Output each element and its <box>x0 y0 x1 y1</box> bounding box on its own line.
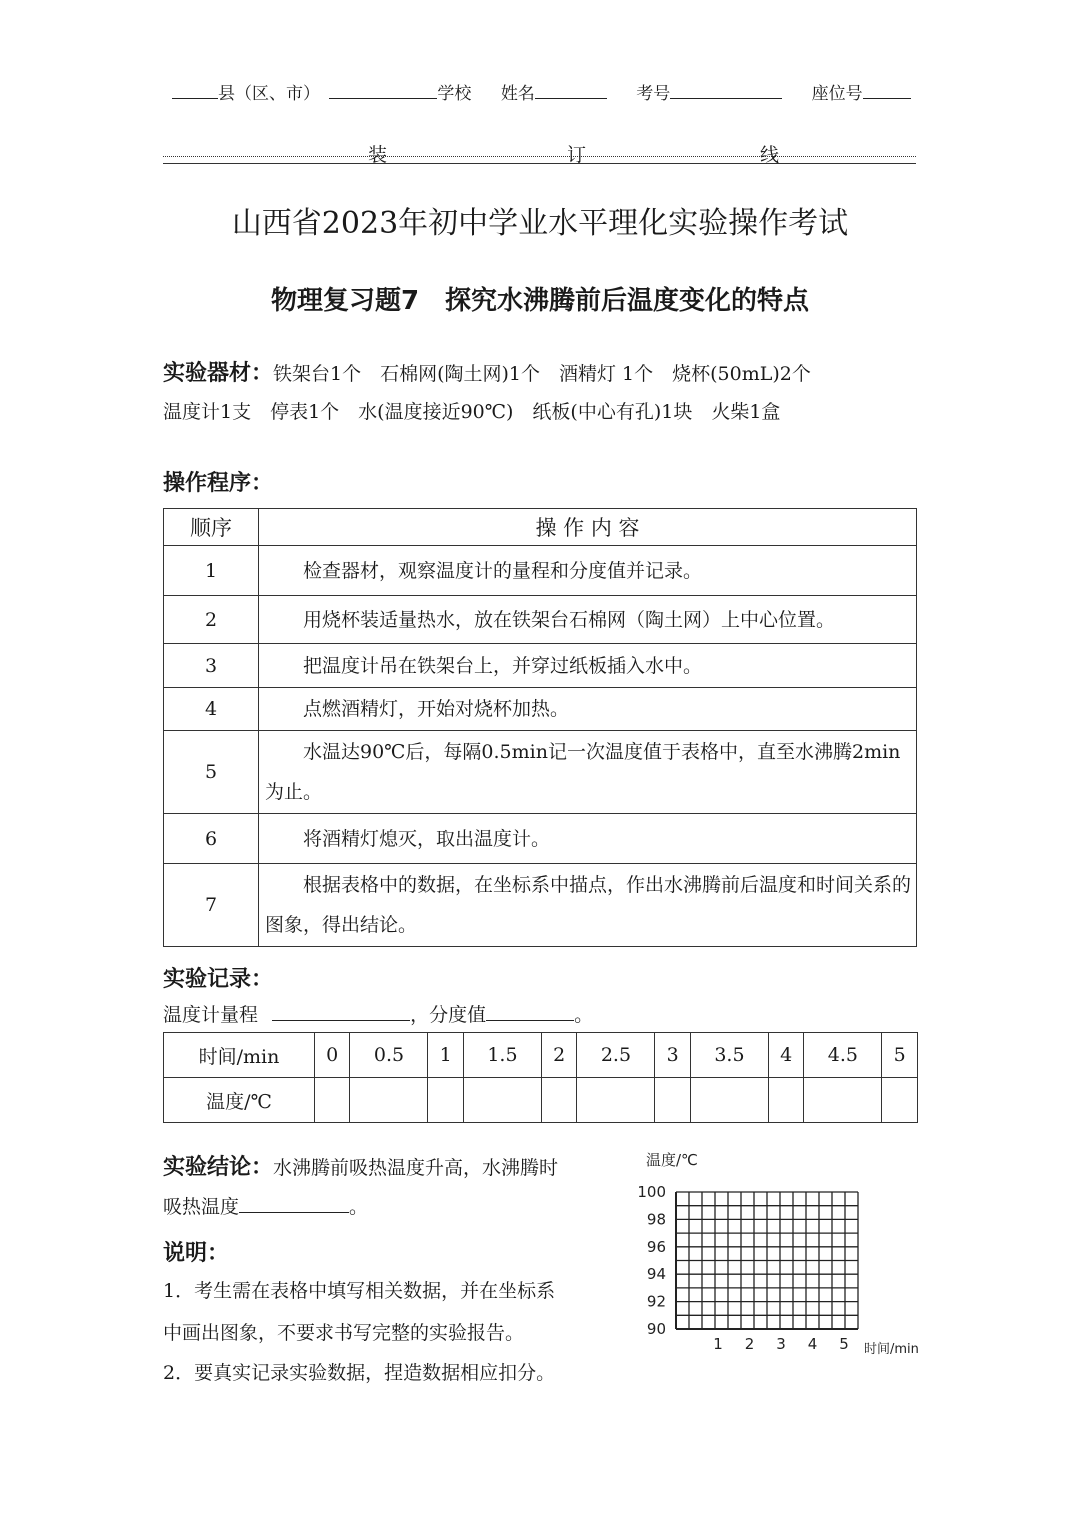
x-tick-label: 5 <box>839 1335 849 1353</box>
materials-line-1 <box>163 356 811 387</box>
y-tick-label: 94 <box>646 1265 666 1284</box>
procedure-header-row <box>164 509 917 546</box>
exam-no-blank[interactable] <box>670 78 782 99</box>
procedure-row <box>164 814 917 864</box>
time-cell: 1.5 <box>463 1033 541 1078</box>
y-tick-label: 92 <box>646 1292 666 1311</box>
y-tick-label: 98 <box>646 1210 666 1229</box>
record-period: 。 <box>574 1004 594 1026</box>
chart-xlabel: 时间/min <box>864 1342 919 1357</box>
time-row <box>164 1033 918 1078</box>
time-header: 时间/min <box>164 1033 315 1078</box>
step-number: 6 <box>164 814 259 864</box>
step-text: 根据表格中的数据，在坐标系中描点，作出水沸腾前后温度和时间关系的图象，得出结论。 <box>259 864 917 947</box>
header-fields <box>172 78 911 104</box>
step-number: 3 <box>164 644 259 688</box>
step-text: 把温度计吊在铁架台上，并穿过纸板插入水中。 <box>259 644 917 688</box>
school-blank[interactable] <box>329 78 437 99</box>
page-subtitle: 物理复习题7 探究水沸腾前后温度变化的特点 <box>270 286 810 316</box>
binding-word-3: 线 <box>760 144 780 166</box>
range-blank[interactable] <box>272 1000 410 1021</box>
procedure-row <box>164 596 917 644</box>
exam-no-label: 考号 <box>636 84 671 104</box>
record-label: 实验记录： <box>163 967 274 992</box>
conclusion-period: 。 <box>349 1196 369 1218</box>
x-tick-label: 4 <box>807 1335 818 1353</box>
time-cell: 4.5 <box>804 1033 882 1078</box>
temp-cell[interactable] <box>428 1078 463 1123</box>
seat-label: 座位号 <box>811 84 863 104</box>
step-number: 2 <box>164 596 259 644</box>
x-tick-label: 2 <box>744 1335 755 1353</box>
chart-grid <box>676 1192 858 1329</box>
page-title: 山西省2023年初中学业水平理化实验操作考试 <box>231 206 849 241</box>
step-number: 1 <box>164 546 259 596</box>
conclusion-blank[interactable] <box>239 1192 349 1213</box>
division-label: ，分度值 <box>410 1004 487 1026</box>
step-text: 检查器材，观察温度计的量程和分度值并记录。 <box>259 546 917 596</box>
chart-ylabel: 温度/℃ <box>646 1151 698 1169</box>
county-label: 县（区、市） <box>218 84 320 104</box>
range-label: 温度计量程 <box>163 1004 259 1026</box>
materials-text-1: 铁架台1个 石棉网(陶土网)1个 酒精灯 1个 烧杯(50mL)2个 <box>273 363 811 385</box>
temp-cell[interactable] <box>882 1078 918 1123</box>
conclusion-label: 实验结论： <box>163 1155 274 1180</box>
time-cell: 0.5 <box>350 1033 428 1078</box>
temp-row <box>164 1078 918 1123</box>
conclusion-text-1: 水沸腾前吸热温度升高，水沸腾时 <box>273 1157 559 1179</box>
procedure-row <box>164 546 917 596</box>
procedure-row <box>164 864 917 947</box>
note-2: 2．要真实记录实验数据，捏造数据相应扣分。 <box>163 1362 556 1384</box>
procedure-row <box>164 644 917 688</box>
temp-cell[interactable] <box>315 1078 350 1123</box>
school-label: 学校 <box>437 84 472 104</box>
notes-label: 说明： <box>163 1241 230 1266</box>
procedure-row <box>164 731 917 814</box>
procedure-row <box>164 688 917 731</box>
seat-blank[interactable] <box>863 78 911 99</box>
chart-y-ticks <box>637 1183 666 1338</box>
procedure-table <box>163 508 917 947</box>
y-tick-label: 90 <box>646 1320 666 1338</box>
temp-header: 温度/℃ <box>164 1078 315 1123</box>
time-cell: 3.5 <box>690 1033 768 1078</box>
step-number: 5 <box>164 731 259 814</box>
time-cell: 2.5 <box>577 1033 655 1078</box>
order-header: 顺序 <box>164 509 259 546</box>
time-cell: 1 <box>428 1033 463 1078</box>
conclusion-line-2 <box>163 1192 368 1219</box>
materials-text-2: 温度计1支 停表1个 水(温度接近90℃) 纸板(中心有孔)1块 火柴1盒 <box>163 401 781 423</box>
temp-cell[interactable] <box>577 1078 655 1123</box>
step-text: 点燃酒精灯，开始对烧杯加热。 <box>259 688 917 731</box>
temperature-time-chart[interactable] <box>630 1145 940 1365</box>
temp-cell[interactable] <box>768 1078 803 1123</box>
name-blank[interactable] <box>535 78 607 99</box>
chart-x-ticks <box>713 1335 849 1353</box>
content-header: 操 作 内 容 <box>259 509 917 546</box>
name-label: 姓名 <box>500 84 535 104</box>
binding-solid-line <box>163 163 916 164</box>
time-cell: 2 <box>541 1033 576 1078</box>
conclusion-text-2: 吸热温度 <box>163 1196 240 1218</box>
time-cell: 4 <box>768 1033 803 1078</box>
time-cell: 3 <box>655 1033 690 1078</box>
temp-cell[interactable] <box>690 1078 768 1123</box>
record-fields <box>163 1000 593 1027</box>
step-text: 用烧杯装适量热水，放在铁架台石棉网（陶土网）上中心位置。 <box>259 596 917 644</box>
note-1-line-1: 1．考生需在表格中填写相关数据，并在坐标系 <box>163 1280 556 1302</box>
record-table <box>163 1032 918 1123</box>
step-number: 4 <box>164 688 259 731</box>
y-tick-label: 100 <box>637 1183 666 1201</box>
time-cell: 0 <box>315 1033 350 1078</box>
x-tick-label: 1 <box>713 1335 723 1353</box>
binding-word-1: 装 <box>368 144 388 166</box>
conclusion-line-1 <box>163 1150 558 1181</box>
step-number: 7 <box>164 864 259 947</box>
division-blank[interactable] <box>486 1000 574 1021</box>
county-blank[interactable] <box>172 78 218 99</box>
binding-dotted-line <box>163 156 916 157</box>
binding-word-2: 订 <box>567 144 587 166</box>
temp-cell[interactable] <box>350 1078 428 1123</box>
y-tick-label: 96 <box>646 1237 666 1256</box>
temp-cell[interactable] <box>541 1078 576 1123</box>
step-text: 水温达90℃后，每隔0.5min记一次温度值于表格中，直至水沸腾2min为止。 <box>259 731 917 814</box>
temp-cell[interactable] <box>804 1078 882 1123</box>
step-text: 将酒精灯熄灭，取出温度计。 <box>259 814 917 864</box>
x-tick-label: 3 <box>776 1335 786 1353</box>
materials-label: 实验器材： <box>163 361 274 386</box>
procedure-label: 操作程序： <box>163 471 274 496</box>
note-1-line-2: 中画出图象，不要求书写完整的实验报告。 <box>163 1322 525 1344</box>
time-cell: 5 <box>882 1033 918 1078</box>
temp-cell[interactable] <box>463 1078 541 1123</box>
temp-cell[interactable] <box>655 1078 690 1123</box>
